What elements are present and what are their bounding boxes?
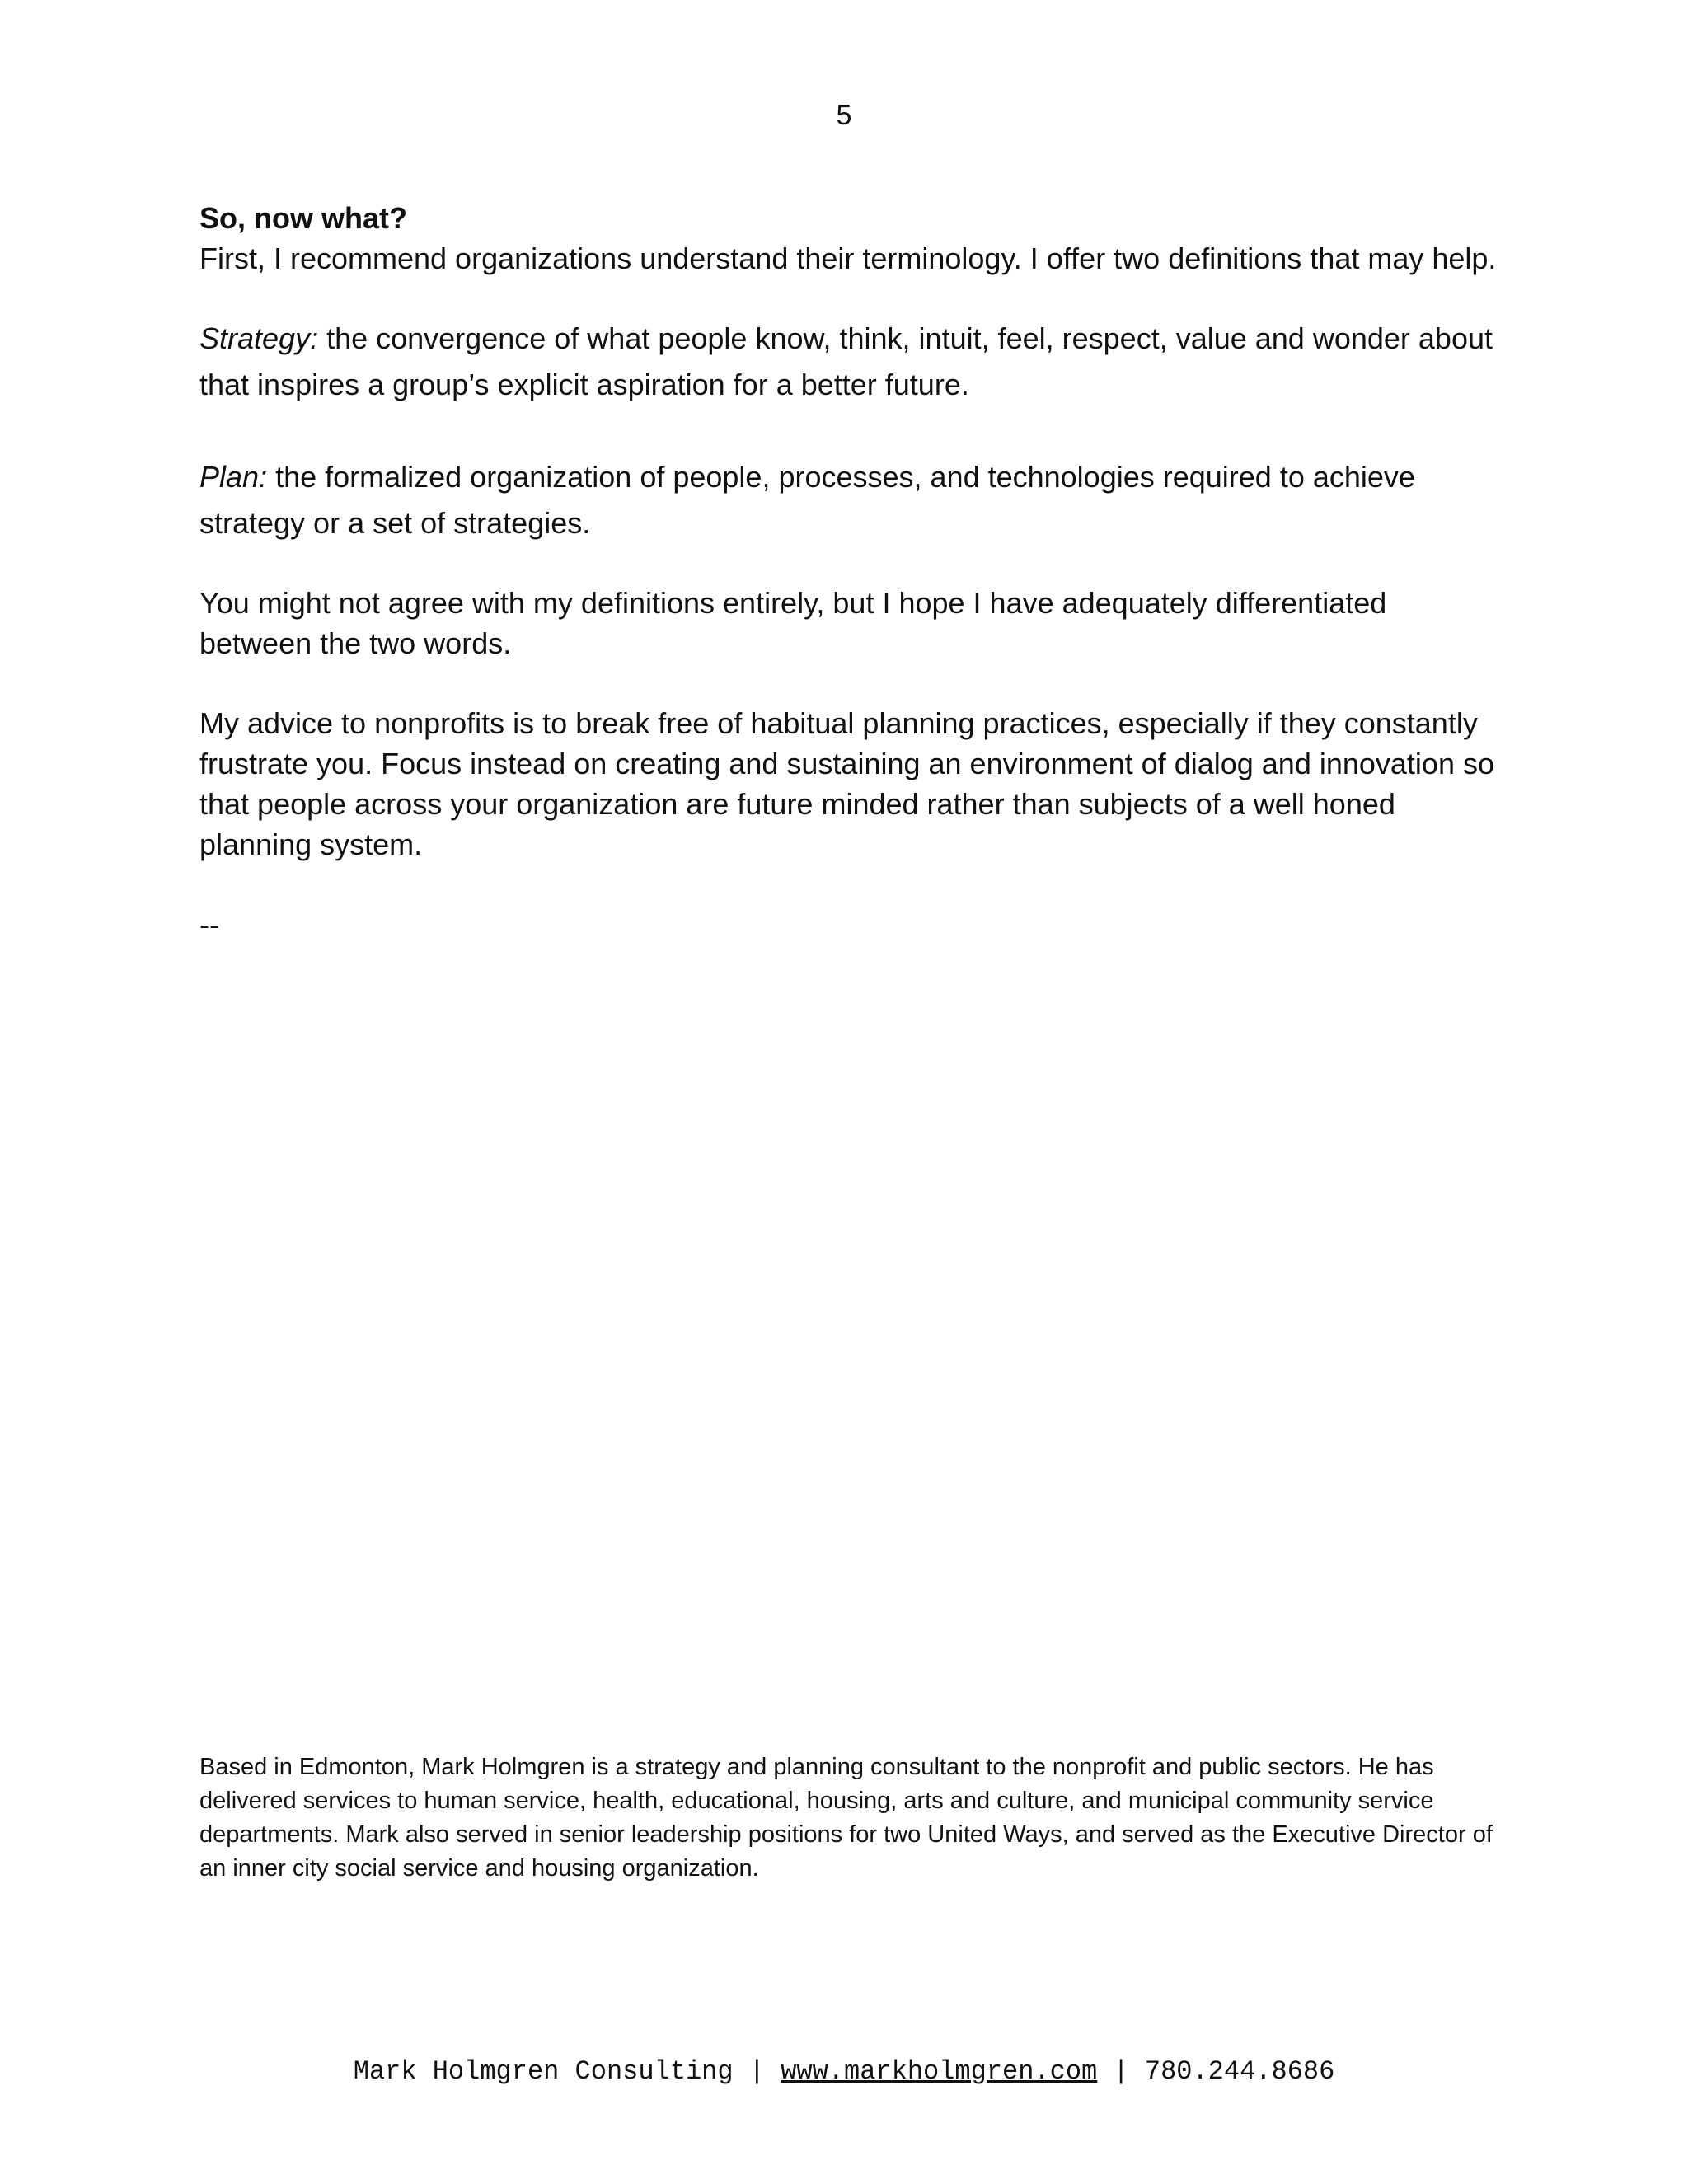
footer-company: Mark Holmgren Consulting	[353, 2056, 734, 2087]
paragraph-definitions-note: You might not agree with my definitions entirely, but I hope I have adequately differentiated between the two words.	[199, 586, 1387, 660]
definition-text: the formalized organization of people, processes, and technologies required to achieve strategy or a set of strategies.	[199, 460, 1415, 540]
intro-paragraph: First, I recommend organizations understand their terminology. I offer two definitions that may help.	[199, 241, 1497, 275]
page-number: 5	[836, 100, 852, 131]
footer-phone: 780.244.8686	[1144, 2056, 1335, 2087]
definition-text: the convergence of what people know, think, intuit, feel, respect, value and wonder about that inspires a group’s explicit aspiration for a better future.	[199, 321, 1493, 401]
article-body	[199, 198, 1502, 944]
author-bio: Based in Edmonton, Mark Holmgren is a strategy and planning consultant to the nonprofit and public sectors. He has delivered services to human service, health, educational, housing, arts and culture, and municipal community service departments. Mark also served in senior leadership positions for two United Ways, and served as the Executive Director of an inner city social service and housing organization.	[199, 1754, 1493, 1882]
paragraph-advice: My advice to nonprofits is to break free of habitual planning practices, especially if they constantly frustrate you. Focus instead on creating and sustaining an environment of dialog and innovation so that people across your organization are future minded rather than subjects of a well honed planning system.	[199, 706, 1494, 861]
definition-strategy	[199, 316, 1502, 408]
definition-term: Strategy:	[199, 321, 319, 355]
separator: --	[199, 907, 219, 941]
footer-divider: |	[733, 2056, 781, 2087]
footer-divider: |	[1097, 2056, 1145, 2087]
section-heading: So, now what?	[199, 201, 407, 235]
footer-website-link[interactable]: www.markholmgren.com	[781, 2056, 1098, 2087]
definition-term: Plan:	[199, 460, 268, 494]
page-footer	[0, 2054, 1688, 2090]
definition-plan	[199, 454, 1502, 546]
